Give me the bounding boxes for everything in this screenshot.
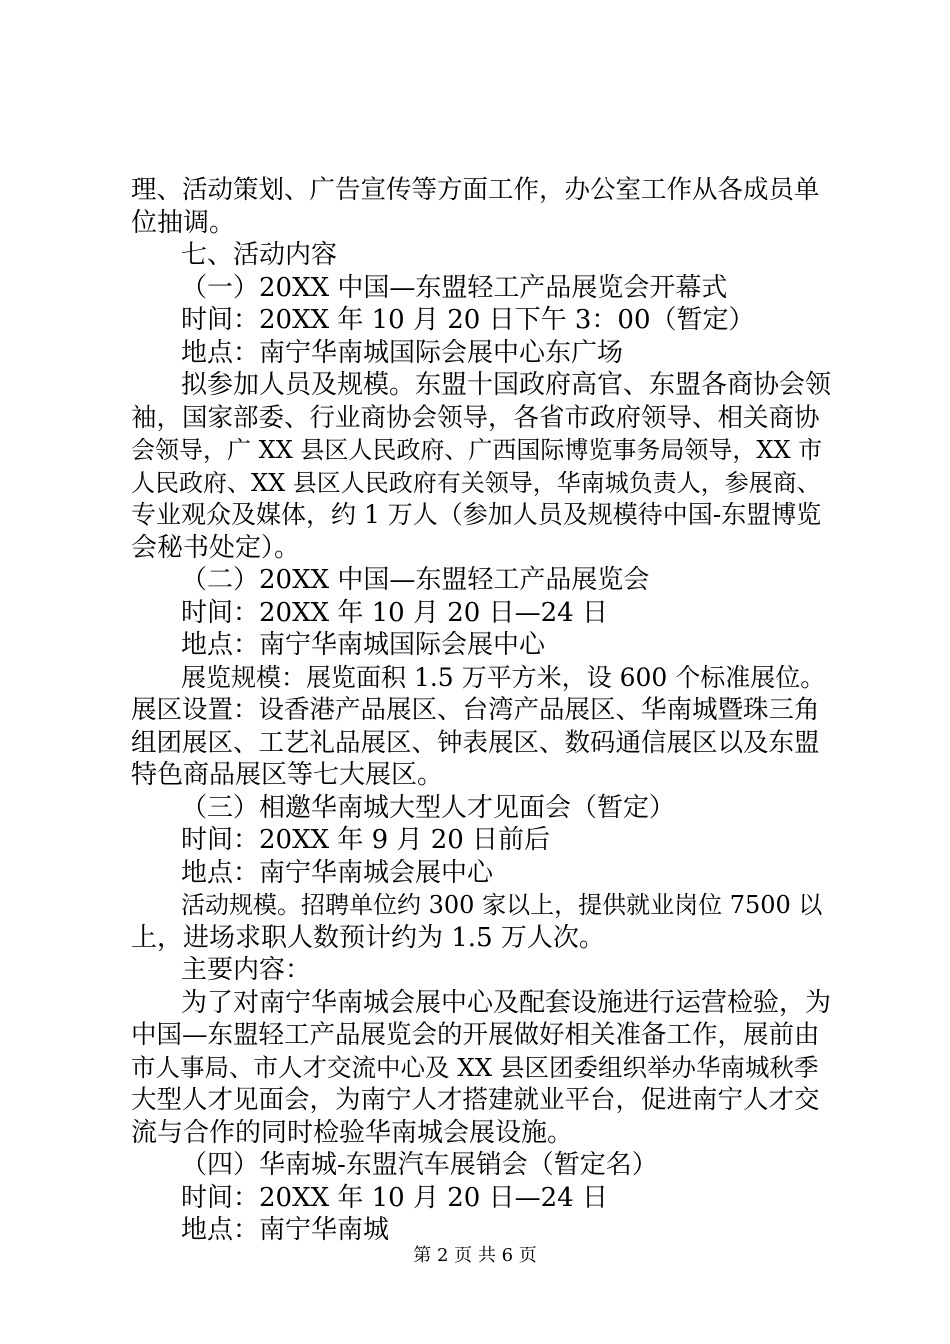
text-line: 特色商品展区等七大展区。: [131, 760, 444, 790]
text-line: 会秘书处定）。: [131, 532, 301, 563]
text-line: 组团展区、工艺礼品展区、钟表展区、数码通信展区以及东盟: [131, 727, 820, 758]
text-line: 地点：南宁华南城会展中心: [181, 857, 494, 888]
text-line: 流与合作的同时检验华南城会展设施。: [131, 1117, 574, 1148]
text-line: 会领导，广 XX 县区人民政府、广西国际博览事务局领导，XX 市: [131, 436, 823, 464]
text-line: （二）20XX 中国—东盟轻工产品展览会: [181, 565, 650, 595]
text-line: 上，进场求职人数预计约为 1.5 万人次。: [131, 922, 605, 953]
document-body: [131, 174, 831, 1247]
text-line: 理、活动策划、广告宣传等方面工作，办公室工作从各成员单: [131, 175, 820, 205]
text-line: 时间：20XX 年 10 月 20 日下午 3：00（暂定）: [181, 305, 755, 335]
text-line: 中国—东盟轻工产品展览会的开展做好相关准备工作，展前由: [131, 1020, 820, 1050]
text-line: 主要内容：: [181, 955, 312, 985]
text-line: （四）华南城-东盟汽车展销会（暂定名）: [181, 1150, 658, 1180]
text-line: 地点：南宁华南城: [181, 1215, 390, 1245]
text-line: 位抽调。: [131, 207, 236, 238]
text-line: 袖，国家部委、行业商协会领导，各省市政府领导、相关商协: [131, 402, 820, 433]
text-line: 大型人才见面会，为南宁人才搭建就业平台，促进南宁人才交: [131, 1085, 820, 1115]
text-line: 地点：南宁华南城国际会展中心东广场: [181, 337, 624, 368]
page-number-footer: 第 2 页 共 6 页: [413, 1245, 537, 1266]
text-line: 人民政府、XX 县区人民政府有关领导，华南城负责人，参展商、: [131, 468, 821, 497]
text-line: （一）20XX 中国—东盟轻工产品展览会开幕式: [181, 272, 728, 303]
text-line: 地点：南宁华南城国际会展中心: [181, 630, 546, 660]
text-line: 为了对南宁华南城会展中心及配套设施进行运营检验，为: [181, 987, 832, 1018]
text-line: 展区设置：设香港产品展区、台湾产品展区、华南城暨珠三角: [131, 695, 820, 725]
text-line: （三）相邀华南城大型人才见面会（暂定）: [181, 792, 676, 823]
text-line: 时间：20XX 年 10 月 20 日—24 日: [181, 1182, 608, 1213]
text-line: 七、活动内容: [181, 240, 338, 270]
text-line: 拟参加人员及规模。东盟十国政府高官、东盟各商协会领: [181, 370, 832, 400]
text-line: 专业观众及媒体，约 1 万人（参加人员及规模待中国-东盟博览: [131, 500, 822, 529]
text-line: 市人事局、市人才交流中心及 XX 县区团委组织举办华南城秋季: [131, 1052, 819, 1082]
text-line: 时间：20XX 年 9 月 20 日前后: [181, 825, 551, 855]
text-line: 活动规模。招聘单位约 300 家以上，提供就业岗位 7500 以: [181, 891, 823, 919]
text-line: 展览规模：展览面积 1.5 万平方米，设 600 个标准展位。: [181, 662, 826, 692]
text-line: 时间：20XX 年 10 月 20 日—24 日: [181, 597, 608, 628]
